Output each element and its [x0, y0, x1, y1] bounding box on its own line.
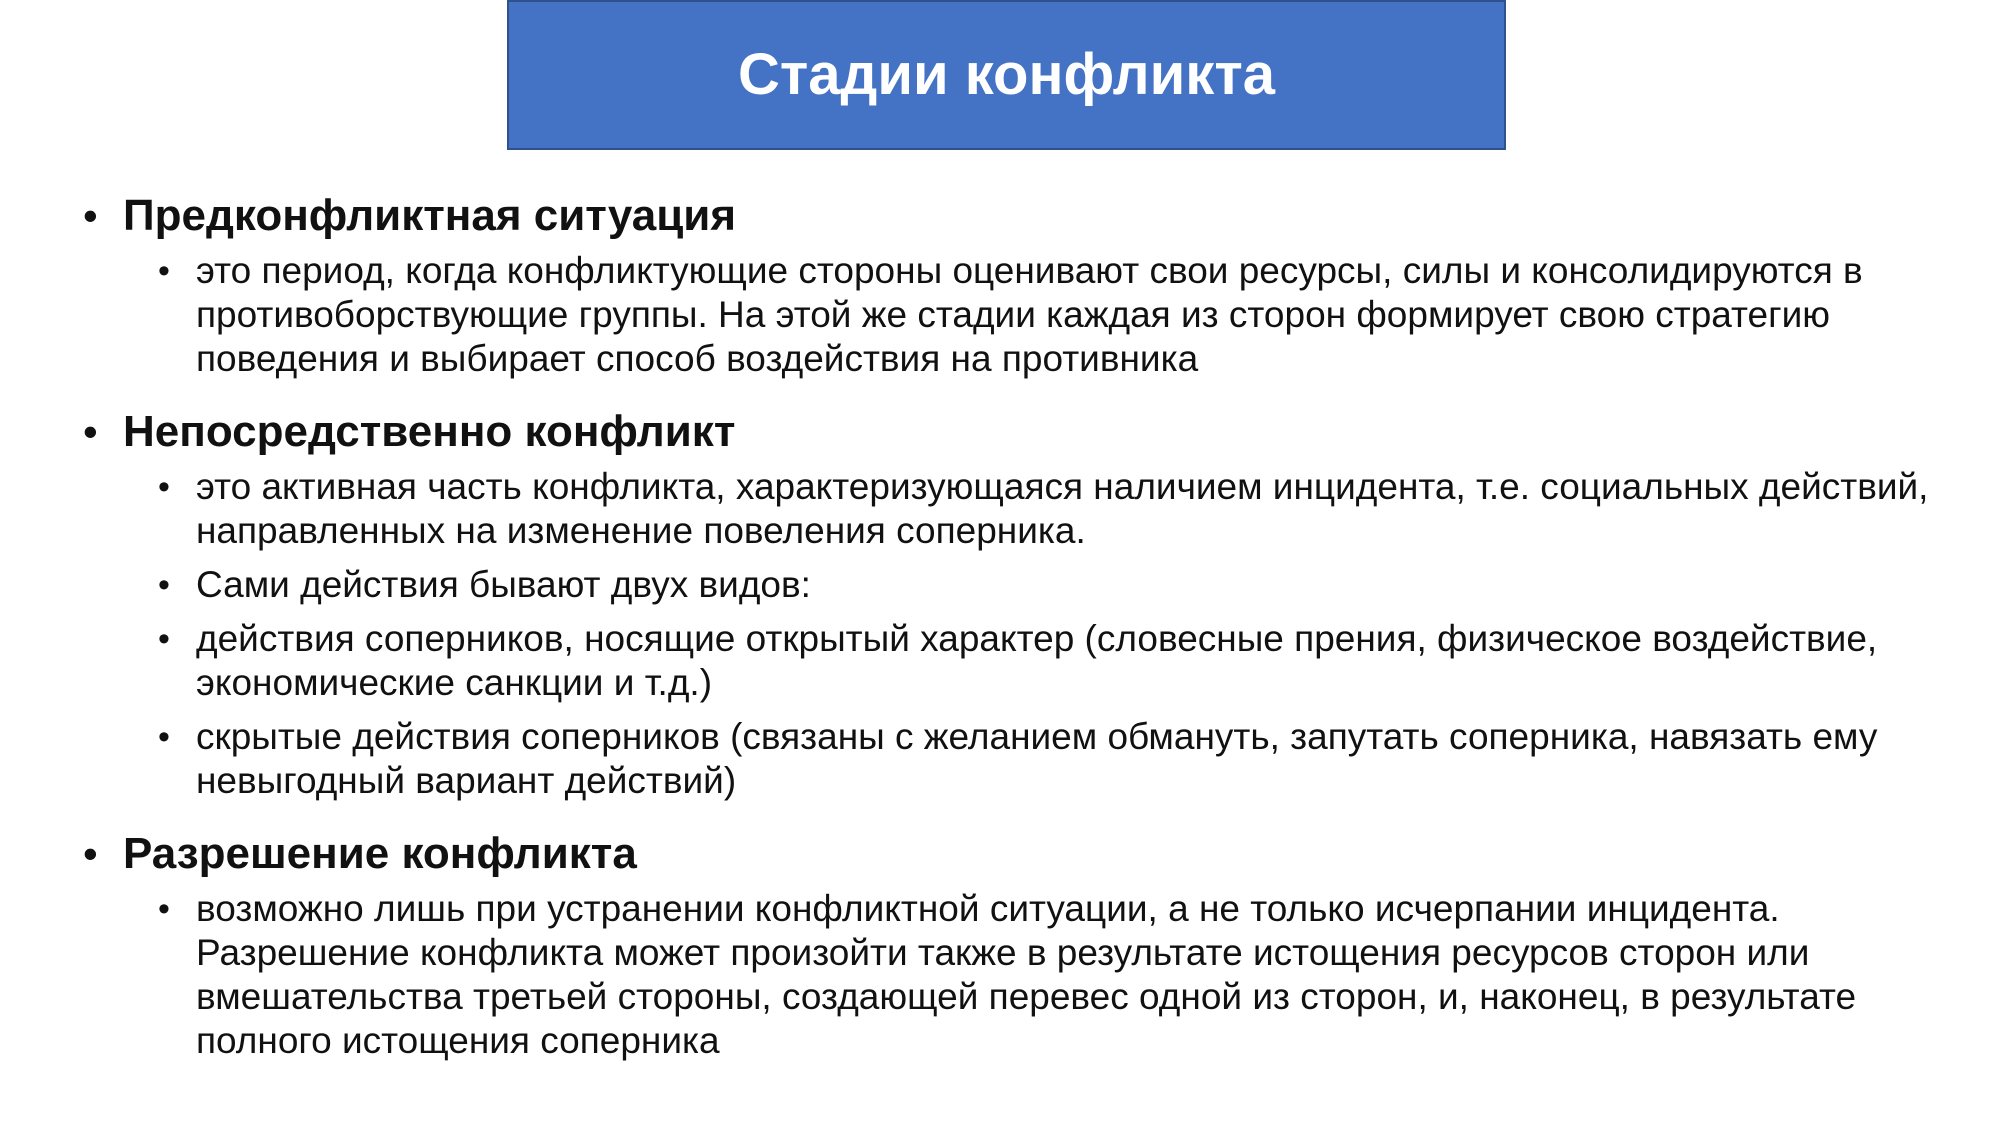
list-item-text: действия соперников, носящие открытый характер (словесные прения, физическое воздействие, экономические санкции и т.д.) — [196, 618, 1878, 703]
list-item — [158, 887, 1963, 1063]
list-item-text: это период, когда конфликтующие стороны оценивают свои ресурсы, силы и консолидируются в противоборствующие группы. На этой же стадии каждая из сторон формирует свою стратегию поведения и выбирает способ воздействия на противника — [196, 250, 1863, 379]
section-heading: Предконфликтная ситуация — [123, 191, 737, 240]
section-heading: Разрешение конфликта — [123, 829, 637, 878]
list-item — [158, 563, 1963, 607]
slide-content — [83, 183, 1963, 1073]
section-heading-row — [83, 821, 1963, 887]
bullet-icon: • — [158, 252, 170, 290]
list-item — [158, 617, 1963, 705]
list-item-text: Сами действия бывают двух видов: — [196, 564, 811, 605]
bullet-icon: • — [158, 890, 170, 928]
list-item-text: скрытые действия соперников (связаны с желанием обмануть, запутать соперника, навязать ему невыгодный вариант действий) — [196, 716, 1878, 801]
section-conflict — [83, 399, 1963, 803]
bullet-icon: • — [158, 566, 170, 604]
title-banner — [507, 0, 1506, 150]
list-item — [158, 715, 1963, 803]
bullet-icon: • — [158, 718, 170, 756]
section-heading-row — [83, 399, 1963, 465]
section-heading: Непосредственно конфликт — [123, 407, 736, 456]
list-item — [158, 249, 1963, 381]
section-resolution — [83, 821, 1963, 1063]
section-items — [83, 887, 1963, 1063]
section-items — [83, 249, 1963, 381]
section-heading-row — [83, 183, 1963, 249]
list-item-text: возможно лишь при устранении конфликтной ситуации, а не только исчерпании инцидента. Разрешение конфликта может произойти также в результате истощения ресурсов сторон или вмешательства третьей стороны, создающей перевес одной из сторон, и, наконец, в результате полного истощения соперника — [196, 888, 1857, 1061]
bullet-icon: • — [83, 408, 98, 455]
slide-title: Стадии конфликта — [737, 42, 1275, 107]
bullet-icon: • — [158, 468, 170, 506]
bullet-icon: • — [158, 620, 170, 658]
list-item-text: это активная часть конфликта, характеризующаяся наличием инцидента, т.е. социальных действий, направленных на изменение повеления соперника. — [196, 466, 1929, 551]
list-item — [158, 465, 1963, 553]
bullet-icon: • — [83, 830, 98, 877]
bullet-icon: • — [83, 192, 98, 239]
section-preconflict — [83, 183, 1963, 381]
section-items — [83, 465, 1963, 803]
